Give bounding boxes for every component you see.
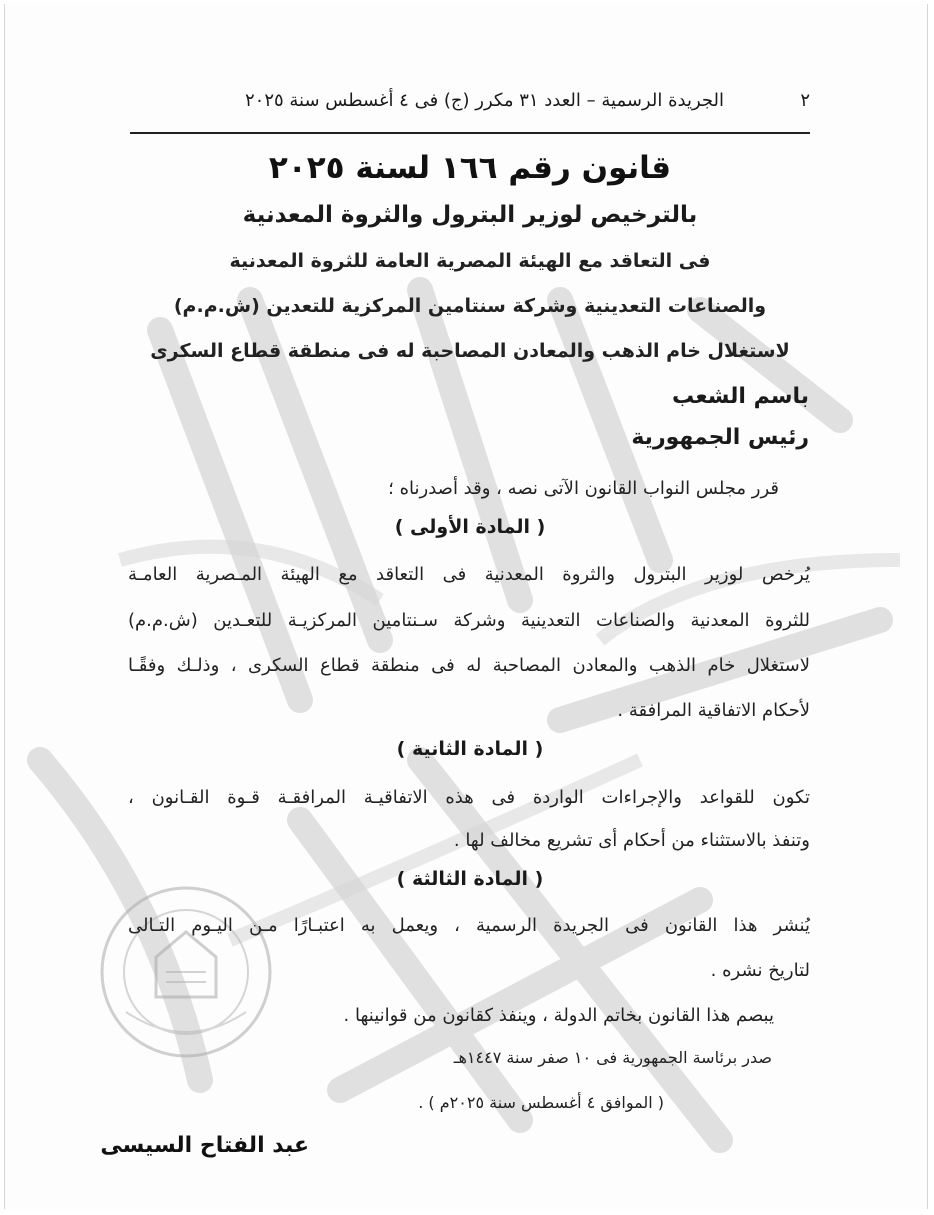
law-subtitle-line-3: والصناعات التعدينية وشركة سنتامين المركزية للتعدين (ش.م.م) bbox=[173, 295, 767, 317]
article-2-heading: ( المادة الثانية ) bbox=[396, 738, 544, 760]
page-number: ٢ bbox=[800, 90, 810, 111]
state-seal-stamp bbox=[96, 882, 276, 1062]
article-3-line: لتاريخ نشره . bbox=[710, 960, 810, 981]
president-signature: عبد الفتاح السيسى bbox=[100, 1133, 309, 1158]
article-1-line: لاستغلال خام الذهب والمعادن المصاحبة له فى منطقة قطاع السكرى ، وذلـك وفقًـا bbox=[128, 655, 810, 676]
president-heading: رئيس الجمهورية bbox=[631, 425, 809, 450]
article-1-line: لأحكام الاتفاقية المرافقة . bbox=[617, 700, 810, 721]
article-1-line: يُرخص لوزير البترول والثروة المعدنية فى التعاقد مع الهيئة المـصرية العامـة bbox=[128, 564, 810, 585]
article-2-line: وتنفذ بالاستثناء من أحكام أى تشريع مخالف لها . bbox=[453, 830, 810, 851]
in-the-name-of-the-people: باسم الشعب bbox=[672, 384, 809, 409]
law-subtitle-line-2: فى التعاقد مع الهيئة المصرية العامة للثروة المعدنية bbox=[229, 250, 711, 272]
law-subtitle-line-1: بالترخيص لوزير البترول والثروة المعدنية bbox=[242, 202, 698, 228]
gazette-header bbox=[130, 86, 810, 116]
article-2-line: تكون للقواعد والإجراءات الواردة فى هذه الاتفاقيـة المرافقـة قـوة القـانون ، bbox=[128, 787, 810, 808]
header-divider bbox=[130, 132, 810, 134]
issue-date-hijri: صدر برئاسة الجمهورية فى ١٠ صفر سنة ١٤٤٧هـ bbox=[453, 1048, 772, 1067]
law-title: قانون رقم ١٦٦ لسنة ٢٠٢٥ bbox=[268, 150, 672, 186]
state-seal-clause: يبصم هذا القانون بخاتم الدولة ، وينفذ كقانون من قوانينها . bbox=[343, 1005, 774, 1026]
article-3-heading: ( المادة الثالثة ) bbox=[396, 868, 544, 890]
preamble: قرر مجلس النواب القانون الآتى نصه ، وقد أصدرناه ؛ bbox=[388, 478, 779, 499]
gazette-issue-title: الجريدة الرسمية – العدد ٣١ مكرر (ج) فى ٤ أغسطس سنة ٢٠٢٥ bbox=[244, 90, 724, 111]
issue-date-gregorian: ( الموافق ٤ أغسطس سنة ٢٠٢٥م ) . bbox=[418, 1093, 664, 1112]
law-subtitle-line-4: لاستغلال خام الذهب والمعادن المصاحبة له فى منطقة قطاع السكرى bbox=[150, 340, 790, 362]
article-1-heading: ( المادة الأولى ) bbox=[394, 516, 546, 538]
article-3-line: يُنشر هذا القانون فى الجريدة الرسمية ، ويعمل به اعتبـارًا مـن اليـوم التـالى bbox=[128, 915, 810, 936]
article-1-line: للثروة المعدنية والصناعات التعدينية وشركة سـنتامين المركزيـة للتعـدين (ش.م.م) bbox=[128, 610, 810, 631]
